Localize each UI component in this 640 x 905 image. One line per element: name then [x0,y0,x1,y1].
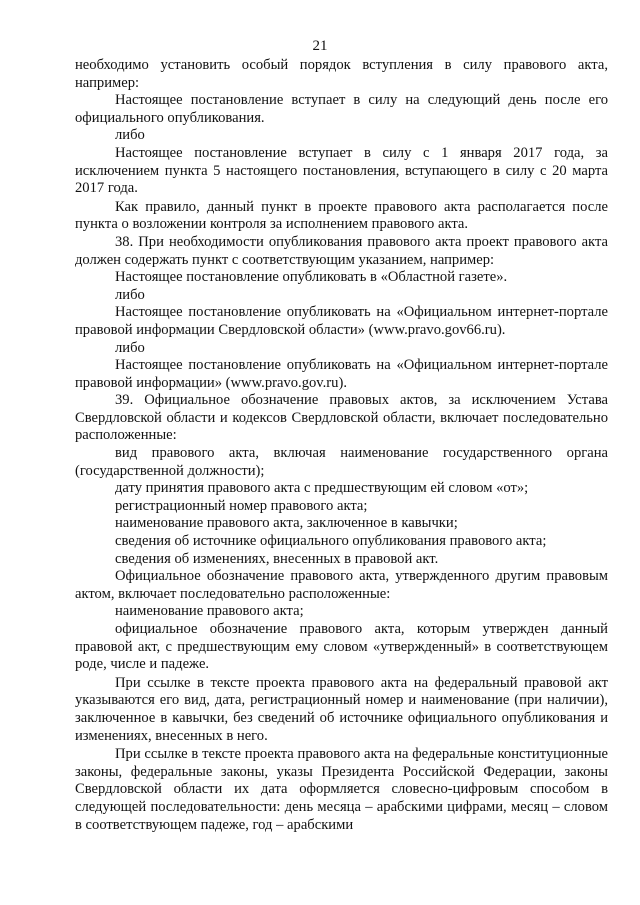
document-body [75,57,608,834]
paragraph: При ссылке в тексте проекта правового акта на федеральные конституционные законы, федеральные законы, указы Президента Российской Федерации, законы Свердловской области их дата оформляется словесно-цифровым способом в следующей последовательности: день месяца – арабскими цифрами, месяц – словом в соответствующем падеже, год – арабскими [75,746,608,833]
paragraph: Настоящее постановление вступает в силу на следующий день после его официального опубликования. [75,92,608,126]
paragraph: Как правило, данный пункт в проекте правового акта располагается после пункта о возложении контроля за исполнением правового акта. [75,198,608,233]
paragraph: либо [115,339,145,356]
paragraph: Настоящее постановление вступает в силу с 1 января 2017 года, за исключением пункта 5 настоящего постановления, вступающего в силу с 20 марта 2017 года. [75,144,608,197]
paragraph: сведения об источнике официального опубликования правового акта; [115,533,547,550]
paragraph: наименование правового акта; [115,603,304,620]
paragraph: Настоящее постановление опубликовать на «Официальном интернет-портале правовой информации» (www.pravo.gov.ru). [75,357,608,391]
paragraph: При ссылке в тексте проекта правового акта на федеральный правовой акт указываются его вид, дата, регистрационный номер и наименование (при наличии), заключенное в кавычки, без сведений об источнике официального опубликования и изменениях, внесенных в него. [75,674,608,744]
paragraph: Настоящее постановление опубликовать на «Официальном интернет-портале правовой информации Свердловской области» (www.pravo.gov66.ru). [75,304,608,338]
paragraph: необходимо установить особый порядок вступления в силу правового акта, например: [75,57,608,91]
paragraph: вид правового акта, включая наименование государственного органа (государственной должности); [75,445,608,479]
paragraph: наименование правового акта, заключенное в кавычки; [115,515,458,532]
paragraph: дату принятия правового акта с предшествующим ей словом «от»; [115,480,529,497]
paragraph: официальное обозначение правового акта, которым утвержден данный правовой акт, с предшествующим ему словом «утвержденный» в соответствующем роде, числе и падеже. [75,621,608,673]
paragraph: либо [115,127,145,144]
page-number: 21 [312,38,328,54]
paragraph: сведения об изменениях, внесенных в правовой акт. [115,550,439,567]
paragraph: либо [115,286,145,303]
paragraph: Официальное обозначение правового акта, утвержденного другим правовым актом, включает последовательно расположенные: [75,568,608,602]
paragraph: 38. При необходимости опубликования правового акта проект правового акта должен содержать пункт с соответствующим указанием, например: [75,233,608,268]
paragraph: 39. Официальное обозначение правовых актов, за исключением Устава Свердловской области и кодексов Свердловской области, включает последовательно расположенные: [75,392,608,444]
paragraph: регистрационный номер правового акта; [115,497,368,514]
paragraph: Настоящее постановление опубликовать в «Областной газете». [115,269,508,286]
